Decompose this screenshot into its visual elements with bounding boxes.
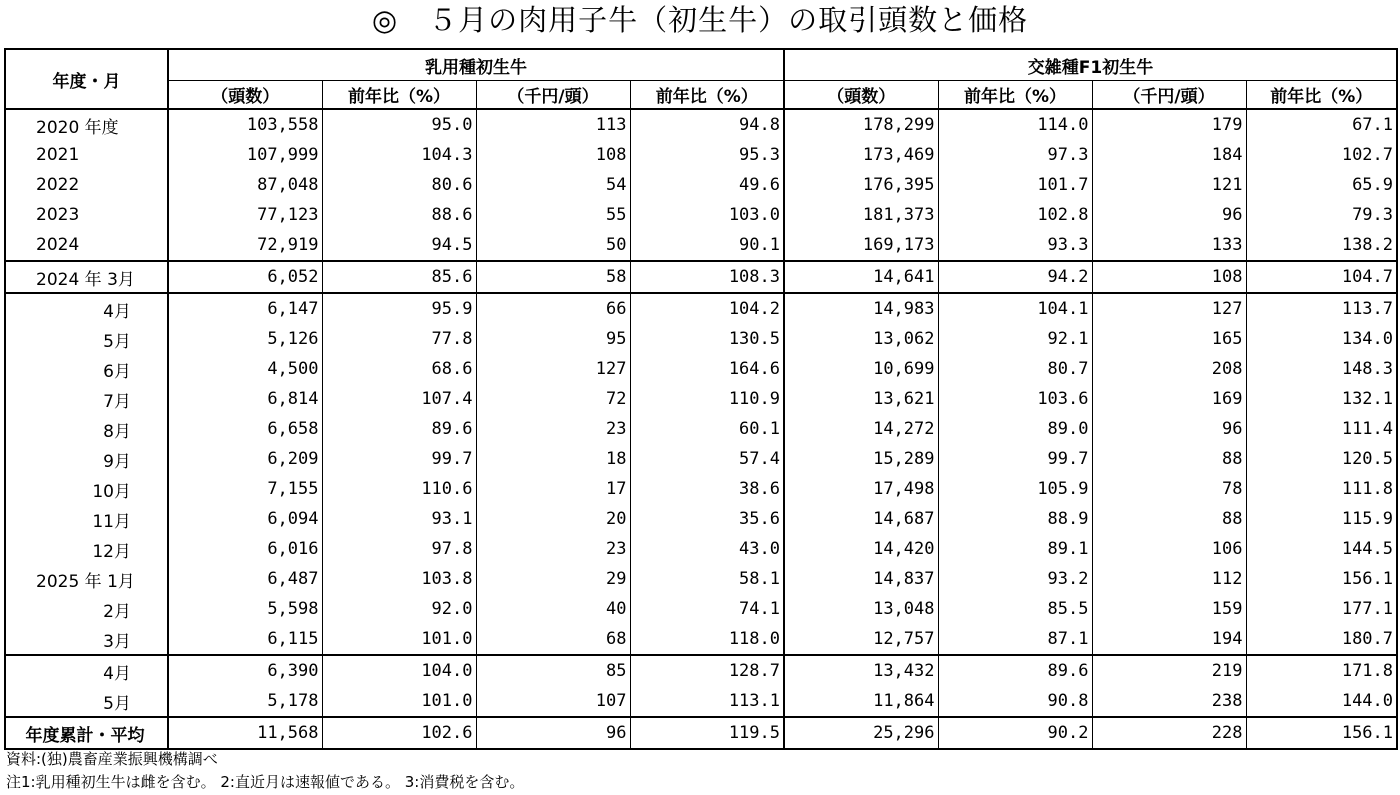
table-cell: 93.3 — [938, 230, 1092, 261]
table-cell: 127 — [476, 354, 630, 384]
sub-header: （千円/頭） — [1092, 81, 1246, 110]
table-row — [5, 230, 1397, 261]
table-cell: 105.9 — [938, 474, 1092, 504]
table-cell: 119.5 — [630, 717, 784, 749]
row-label: 12月 — [5, 534, 168, 564]
table-cell: 5,178 — [168, 686, 322, 717]
table-cell: 13,062 — [873, 329, 935, 349]
row-label: 6月 — [5, 354, 168, 384]
table-cell: 107.4 — [322, 384, 476, 414]
table-row — [5, 686, 1397, 717]
table-cell: 112 — [1092, 564, 1246, 594]
table-cell: 20 — [476, 504, 630, 534]
table-cell: 6,390 — [267, 661, 319, 681]
row-label: 2025 年 1月 — [5, 564, 168, 594]
table-cell: 102.7 — [1246, 140, 1397, 170]
table-cell: 6,016 — [267, 539, 319, 559]
table-cell: 184 — [1092, 140, 1246, 170]
table-cell: 103.0 — [630, 200, 784, 230]
table-cell: 89.6 — [322, 414, 476, 444]
table-row — [5, 414, 1397, 444]
table-cell: 165 — [1092, 324, 1246, 354]
table-cell: 14,420 — [873, 539, 935, 559]
row-label: 4月 — [5, 655, 168, 686]
row-label: 8月 — [5, 414, 168, 444]
table-cell: 29 — [476, 564, 630, 594]
table-row — [5, 624, 1397, 655]
table-cell: 208 — [1092, 354, 1246, 384]
table-row — [5, 474, 1397, 504]
table-cell: 72 — [476, 384, 630, 414]
table-cell: 14,687 — [873, 509, 935, 529]
table-cell: 40 — [476, 594, 630, 624]
table-cell: 88.6 — [322, 200, 476, 230]
table-cell: 114.0 — [938, 109, 1092, 140]
table-cell: 110.9 — [630, 384, 784, 414]
notes — [6, 748, 524, 794]
table-cell: 6,487 — [267, 569, 319, 589]
table-cell: 133 — [1092, 230, 1246, 261]
table-cell: 127 — [1092, 293, 1246, 324]
table-cell: 169,173 — [784, 230, 938, 261]
table-cell: 85.6 — [322, 261, 476, 293]
table-cell: 194 — [1092, 624, 1246, 655]
table-cell: 178,299 — [862, 115, 935, 135]
table-cell: 164.6 — [630, 354, 784, 384]
table-cell: 130.5 — [630, 324, 784, 354]
table-cell: 67.1 — [1246, 109, 1397, 140]
table-row — [5, 261, 1397, 293]
table-cell: 95.0 — [322, 109, 476, 140]
row-label: 3月 — [5, 624, 168, 655]
table-cell: 107 — [476, 686, 630, 717]
row-label: 4月 — [5, 293, 168, 324]
table-cell: 99.7 — [938, 444, 1092, 474]
table-cell: 88 — [1092, 444, 1246, 474]
table-cell: 92.0 — [322, 594, 476, 624]
table-cell: 96 — [476, 717, 630, 749]
table-cell: 96 — [1092, 200, 1246, 230]
table-cell: 35.6 — [630, 504, 784, 534]
table-cell: 78 — [1092, 474, 1246, 504]
table-cell: 17 — [476, 474, 630, 504]
table-row — [5, 444, 1397, 474]
row-label: 5月 — [5, 686, 168, 717]
table-cell: 228 — [1092, 717, 1246, 749]
table-cell: 96 — [1092, 414, 1246, 444]
table-cell: 179 — [1092, 109, 1246, 140]
table-cell: 12,757 — [784, 624, 938, 655]
table-cell: 6,052 — [168, 261, 322, 293]
row-label: 年度累計・平均 — [5, 717, 168, 749]
table-cell: 13,621 — [873, 389, 935, 409]
sub-header: （頭数） — [168, 81, 322, 110]
table-cell: 176,395 — [862, 175, 935, 195]
table-cell: 103.8 — [322, 564, 476, 594]
table-cell: 80.7 — [938, 354, 1092, 384]
table-row — [5, 534, 1397, 564]
table-row — [5, 354, 1397, 384]
table-row — [5, 564, 1397, 594]
table-cell: 219 — [1092, 655, 1246, 686]
table-cell: 68.6 — [322, 354, 476, 384]
table-cell: 87.1 — [938, 624, 1092, 655]
table-cell: 89.1 — [938, 534, 1092, 564]
table-cell: 104.0 — [322, 655, 476, 686]
table-cell: 14,272 — [873, 419, 935, 439]
table-row — [5, 324, 1397, 354]
table-cell: 180.7 — [1246, 624, 1397, 655]
table-body — [5, 109, 1397, 749]
table-cell: 17,498 — [873, 479, 935, 499]
row-label: 2024 — [5, 230, 168, 261]
table-cell: 113.7 — [1246, 293, 1397, 324]
table-cell: 77,123 — [257, 205, 319, 225]
table-cell: 57.4 — [630, 444, 784, 474]
table-cell: 95.9 — [322, 293, 476, 324]
table-cell: 14,837 — [873, 569, 935, 589]
table-cell: 132.1 — [1246, 384, 1397, 414]
table-cell: 134.0 — [1246, 324, 1397, 354]
table-cell: 101.0 — [322, 686, 476, 717]
table-cell: 80.6 — [322, 170, 476, 200]
table-cell: 144.5 — [1246, 534, 1397, 564]
table-cell: 156.1 — [1246, 564, 1397, 594]
table-cell: 173,469 — [862, 145, 935, 165]
table-cell: 103.6 — [938, 384, 1092, 414]
table-row — [5, 504, 1397, 534]
table-cell: 72,919 — [168, 230, 322, 261]
table-cell: 15,289 — [873, 449, 935, 469]
table-cell: 4,500 — [267, 359, 319, 379]
table-cell: 23 — [476, 414, 630, 444]
table-cell: 108 — [1092, 261, 1246, 293]
table-cell: 18 — [476, 444, 630, 474]
row-label: 2022 — [5, 170, 168, 200]
row-label: 9月 — [5, 444, 168, 474]
table-row — [5, 200, 1397, 230]
table-cell: 104.2 — [630, 293, 784, 324]
table-cell: 85.5 — [938, 594, 1092, 624]
table-row — [5, 384, 1397, 414]
table-row — [5, 140, 1397, 170]
table-cell: 95.3 — [630, 140, 784, 170]
table-cell: 121 — [1092, 170, 1246, 200]
table-cell: 108 — [476, 140, 630, 170]
table-cell: 107,999 — [246, 145, 319, 165]
table-cell: 102.8 — [938, 200, 1092, 230]
table-cell: 104.7 — [1246, 261, 1397, 293]
table-cell: 66 — [476, 293, 630, 324]
table-cell: 7,155 — [267, 479, 319, 499]
table-cell: 177.1 — [1246, 594, 1397, 624]
table-cell: 13,432 — [873, 661, 935, 681]
table-cell: 171.8 — [1246, 655, 1397, 686]
table-cell: 169 — [1092, 384, 1246, 414]
table-cell: 97.3 — [938, 140, 1092, 170]
table-cell: 6,658 — [267, 419, 319, 439]
table-cell: 38.6 — [630, 474, 784, 504]
table-cell: 104.3 — [322, 140, 476, 170]
row-label: 7月 — [5, 384, 168, 414]
table-cell: 99.7 — [322, 444, 476, 474]
table-cell: 159 — [1092, 594, 1246, 624]
table-cell: 50 — [476, 230, 630, 261]
table-cell: 92.1 — [938, 324, 1092, 354]
table-cell: 5,126 — [267, 329, 319, 349]
table-cell: 108.3 — [630, 261, 784, 293]
table-cell: 49.6 — [630, 170, 784, 200]
table-cell: 110.6 — [322, 474, 476, 504]
table-cell: 11,864 — [784, 686, 938, 717]
table-cell: 88 — [1092, 504, 1246, 534]
table-cell: 6,115 — [168, 624, 322, 655]
table-row — [5, 655, 1397, 686]
table-cell: 55 — [476, 200, 630, 230]
table-cell: 115.9 — [1246, 504, 1397, 534]
table-cell: 102.6 — [322, 717, 476, 749]
table-cell: 65.9 — [1246, 170, 1397, 200]
table-row — [5, 109, 1397, 140]
table-cell: 79.3 — [1246, 200, 1397, 230]
table-cell: 181,373 — [862, 205, 935, 225]
group-header-dairy: 乳用種初生牛 — [168, 49, 784, 81]
data-table — [4, 48, 1398, 750]
table-cell: 238 — [1092, 686, 1246, 717]
sub-header: 前年比（%） — [1246, 81, 1397, 110]
table-cell: 88.9 — [938, 504, 1092, 534]
row-label: 2月 — [5, 594, 168, 624]
table-cell: 58 — [476, 261, 630, 293]
page-title: ◎ ５月の肉用子牛（初生牛）の取引頭数と価格 — [371, 3, 1029, 37]
table-cell: 77.8 — [322, 324, 476, 354]
table-cell: 90.1 — [630, 230, 784, 261]
table-cell: 14,983 — [873, 299, 935, 319]
table-cell: 156.1 — [1246, 717, 1397, 749]
table-cell: 6,147 — [267, 299, 319, 319]
sub-header: 前年比（%） — [630, 81, 784, 110]
table-cell: 74.1 — [630, 594, 784, 624]
sub-header: （千円/頭） — [476, 81, 630, 110]
table-cell: 93.1 — [322, 504, 476, 534]
table-cell: 113 — [476, 109, 630, 140]
table-cell: 23 — [476, 534, 630, 564]
table-cell: 113.1 — [630, 686, 784, 717]
table-cell: 94.2 — [938, 261, 1092, 293]
table-cell: 25,296 — [784, 717, 938, 749]
table-cell: 120.5 — [1246, 444, 1397, 474]
table-cell: 13,048 — [873, 599, 935, 619]
table-cell: 6,209 — [267, 449, 319, 469]
footnote: 注1:乳用種初生牛は雌を含む。 2:直近月は速報値である。 3:消費税を含む。 — [6, 773, 525, 791]
table-cell: 106 — [1092, 534, 1246, 564]
table-header — [5, 49, 1397, 109]
table-cell: 6,814 — [267, 389, 319, 409]
table-cell: 87,048 — [257, 175, 319, 195]
table-cell: 104.1 — [938, 293, 1092, 324]
table-cell: 95 — [476, 324, 630, 354]
table-cell: 101.0 — [322, 624, 476, 655]
row-label: 5月 — [5, 324, 168, 354]
table-cell: 89.6 — [938, 655, 1092, 686]
table-cell: 10,699 — [873, 359, 935, 379]
table-cell: 90.8 — [938, 686, 1092, 717]
table-cell: 68 — [476, 624, 630, 655]
sub-header: （頭数） — [784, 81, 938, 110]
table-cell: 103,558 — [246, 115, 319, 135]
table-cell: 54 — [476, 170, 630, 200]
table-cell: 11,568 — [168, 717, 322, 749]
table-row — [5, 717, 1397, 749]
table-cell: 85 — [476, 655, 630, 686]
table-cell: 128.7 — [630, 655, 784, 686]
table-cell: 94.5 — [322, 230, 476, 261]
table-cell: 5,598 — [267, 599, 319, 619]
table-cell: 93.2 — [938, 564, 1092, 594]
row-label: 2021 — [5, 140, 168, 170]
table-cell: 111.4 — [1246, 414, 1397, 444]
table-cell: 43.0 — [630, 534, 784, 564]
table-cell: 111.8 — [1246, 474, 1397, 504]
table-cell: 118.0 — [630, 624, 784, 655]
table-cell: 97.8 — [322, 534, 476, 564]
table-row — [5, 170, 1397, 200]
row-label: 2024 年 3月 — [5, 261, 168, 293]
table-cell: 144.0 — [1246, 686, 1397, 717]
row-label-header: 年度・月 — [5, 49, 168, 109]
table-cell: 90.2 — [938, 717, 1092, 749]
row-label: 2023 — [5, 200, 168, 230]
sub-header: 前年比（%） — [322, 81, 476, 110]
table-row — [5, 293, 1397, 324]
table-cell: 60.1 — [630, 414, 784, 444]
table-cell: 138.2 — [1246, 230, 1397, 261]
sub-header: 前年比（%） — [938, 81, 1092, 110]
table-cell: 58.1 — [630, 564, 784, 594]
row-label: 11月 — [5, 504, 168, 534]
table-cell: 101.7 — [938, 170, 1092, 200]
row-label: 2020 年度 — [5, 109, 168, 140]
table-cell: 94.8 — [630, 109, 784, 140]
table-cell: 14,641 — [784, 261, 938, 293]
table-row — [5, 594, 1397, 624]
table-cell: 148.3 — [1246, 354, 1397, 384]
table-cell: 6,094 — [267, 509, 319, 529]
source-note: 資料:(独)農畜産業振興機構調べ — [6, 750, 218, 768]
table-cell: 89.0 — [938, 414, 1092, 444]
group-header-f1: 交雑種F1初生牛 — [784, 49, 1397, 81]
row-label: 10月 — [5, 474, 168, 504]
